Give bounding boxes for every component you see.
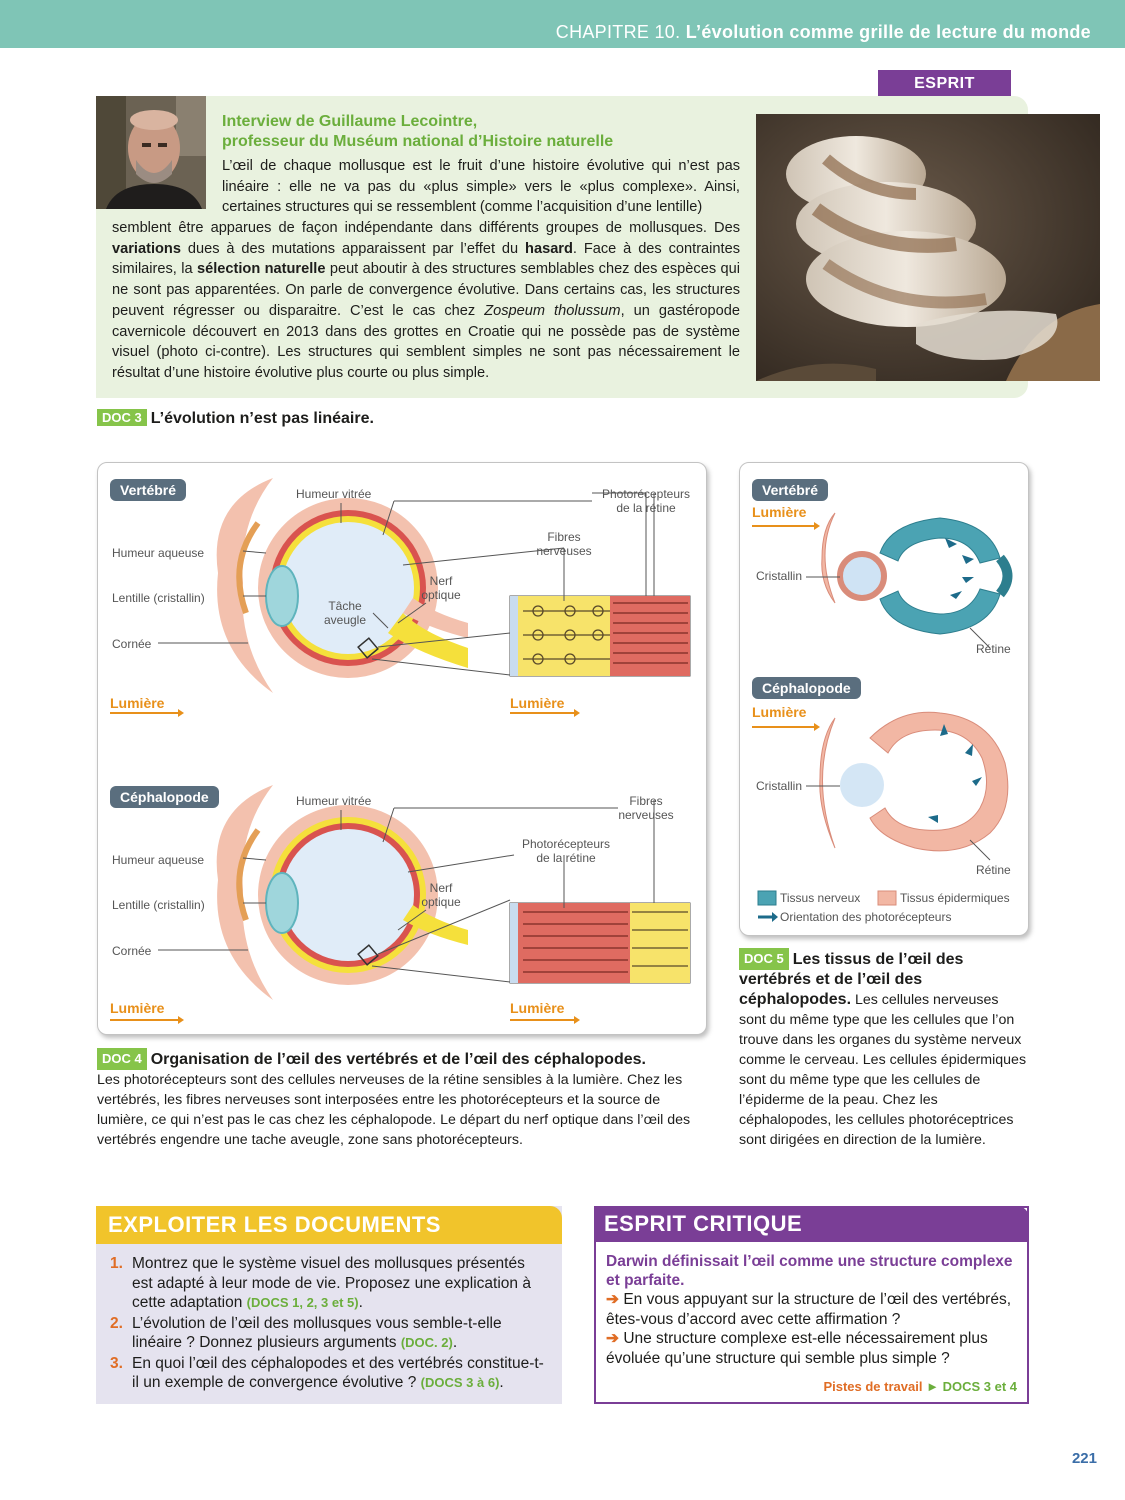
interview-text-top: L’œil de chaque mollusque est le fruit d’une histoire évolutive qui n’est pas linéaire : elle ne va pas du «plus simple» vers le «plus complexe». Ainsi, certaines structures qui se ressemblent (comme l’acquisition d’une lentille) xyxy=(222,158,740,215)
label-lumiere-zoom: Lumière xyxy=(510,695,565,711)
label-retine-ceph: Rétine xyxy=(976,863,1011,877)
label-fibres: Fibres nerveuses xyxy=(536,530,592,558)
label-retine: Rétine xyxy=(976,642,1011,656)
exploiter-title: EXPLOITER LES DOCUMENTS xyxy=(96,1206,562,1244)
doc4-caption: DOC 4 Organisation de l’œil des vertébrés et de l’œil des céphalopodes. Les photorécepteurs sont des cellules nerveuses de la rétine sensibles à la lumière. Chez les vertébrés, les fibres nerveuses sont interposées entre les photorécepteurs et la source de lumière, ce qui n’est pas le cas chez les céphalopode. Le départ du nerf optique dans l’œil des vertébrés engendre une tache aveugle, zone sans photorécepteurs. xyxy=(97,1048,697,1150)
label-photorecepteurs: Photorécepteurs de la rétine xyxy=(601,487,691,515)
portrait-photo xyxy=(96,96,206,209)
label-lentille-ceph: Lentille (cristallin) xyxy=(112,898,205,912)
label-humeur-aqueuse: Humeur aqueuse xyxy=(112,546,205,560)
label-cornee-ceph: Cornée xyxy=(112,944,152,958)
label-humeur-aqueuse-ceph: Humeur aqueuse xyxy=(112,853,205,867)
doc3-caption: DOC 3 L’évolution n’est pas linéaire. xyxy=(97,409,374,428)
critique-question: Darwin définissait l’œil comme une structure complexe et parfaite. xyxy=(606,1253,1013,1289)
label-humeur-vitree-ceph: Humeur vitrée xyxy=(296,794,372,808)
label-nerf-ceph: Nerf optique xyxy=(421,881,461,909)
page-number: 221 xyxy=(1071,1450,1097,1467)
tissue-lumiere-ceph: Lumière xyxy=(752,704,807,720)
question-item: 1. Montrez que le système visuel des mollusques présentés est adapté à leur mode de vie. Proposez une explication à cette adaptation (DOCS 1, 2, 3 et 5). xyxy=(110,1255,531,1311)
label-lentille: Lentille (cristallin) xyxy=(112,591,205,605)
label-lumiere-zoom-ceph: Lumière xyxy=(510,1000,565,1016)
legend-orientation: Orientation des photorécepteurs xyxy=(780,910,952,924)
legend-tissus-epidermiques: Tissus épidermiques xyxy=(900,891,1010,905)
esprit-critique-tag: ESPRIT xyxy=(878,70,1011,97)
legend-tissus-nerveux: Tissus nerveux xyxy=(780,891,861,905)
eye-tissues-panel xyxy=(739,462,1029,936)
label-cornee: Cornée xyxy=(112,637,152,651)
cephalopode-pill: Céphalopode xyxy=(110,786,219,808)
chapter-header xyxy=(0,0,1125,48)
tissue-lumiere: Lumière xyxy=(752,504,807,520)
eye-organisation-panel xyxy=(97,462,707,1035)
question-list xyxy=(96,1244,562,1393)
pistes-de-travail: Pistes de travail ► DOCS 3 et 4 xyxy=(823,1379,1017,1394)
label-humeur-vitree: Humeur vitrée xyxy=(296,487,372,501)
doc5-caption: DOC 5 Les tissus de l’œil des vertébrés et de l’œil des céphalopodes. Les cellules nerveuses sont du même type que les cellules que l’on trouve dans les organes du système nerveux comme le cerveau. Les cellules épidermiques sont du même type que les cellules de l’épiderme de la peau. Chez les céphalopodes, les cellules photoréceptrices sont dirigées en direction de la lumière. xyxy=(739,948,1029,1150)
snail-photo xyxy=(756,114,1100,381)
critique-point-2: ➔ Une structure complexe est-elle nécessairement plus évoluée qu’une structure qui semble plus simple ? xyxy=(606,1330,988,1367)
label-cristallin: Cristallin xyxy=(756,569,803,583)
label-lumiere-ceph: Lumière xyxy=(110,1000,165,1016)
vertebre-pill: Vertébré xyxy=(110,479,186,501)
exploiter-box xyxy=(96,1206,562,1404)
label-lumiere: Lumière xyxy=(110,695,165,711)
question-item: 3. En quoi l’œil des céphalopodes et des vertébrés constitue-t-il un exemple de convergence évolutive ? (DOCS 3 à 6). xyxy=(110,1354,544,1391)
label-tache: Tâche aveugle xyxy=(323,599,367,627)
label-cristallin-ceph: Cristallin xyxy=(756,779,803,793)
vertebre-pill-tissue: Vertébré xyxy=(752,479,828,501)
chapter-title: CHAPITRE 10. L’évolution comme grille de lecture du monde xyxy=(555,22,1091,42)
label-photorecepteurs-ceph: Photorécepteurs de la rétine xyxy=(521,837,611,865)
esprit-critique-box xyxy=(594,1206,1029,1404)
label-nerf: Nerf optique xyxy=(421,574,461,602)
critique-title: ESPRIT CRITIQUE xyxy=(594,1206,1029,1242)
cephalopode-pill-tissue: Céphalopode xyxy=(752,677,861,699)
interview-title: Interview de Guillaume Lecointre, professeur du Muséum national d’Histoire naturelle xyxy=(222,113,614,150)
critique-point-1: ➔ En vous appuyant sur la structure de l’œil des vertébrés, êtes-vous d’accord avec cette affirmation ? xyxy=(606,1291,1011,1328)
question-item: 2. L’évolution de l’œil des mollusques vous semble-t-elle linéaire ? Donnez plusieurs arguments (DOC. 2). xyxy=(110,1314,502,1351)
interview-text-bottom: semblent être apparues de façon indépendante dans différents groupes de mollusques. Des variations dues à des mutations apparaissent par l’effet du hasard. Face à des contraintes similaires, la sélection naturelle peut aboutir à des structures semblables chez des espèces qui ne sont pas apparentées. On parle de convergence évolutive. Dans certains cas, les structures peuvent régresser ou disparaitre. C’est le cas chez Zospeum tholussum, un gastéropode cavernicole découvert en 2013 dans des grottes en Croatie qui ne possède pas de système visuel (photo ci-contre). Les structures qui semblent simples ne sont pas nécessairement le résultat d’une histoire évolutive plus courte ou plus simple. xyxy=(112,220,741,381)
label-fibres-ceph: Fibres nerveuses xyxy=(618,794,674,822)
